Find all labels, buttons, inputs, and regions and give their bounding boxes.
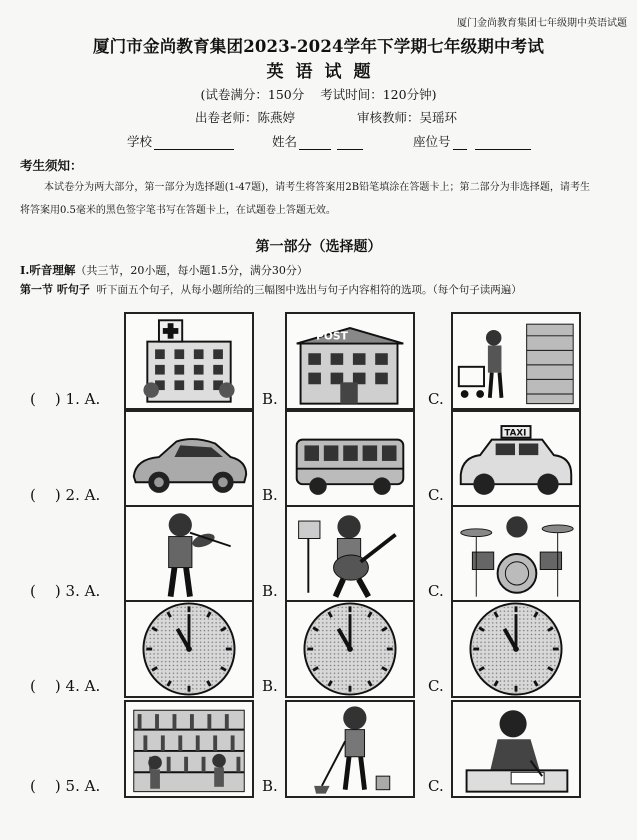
- seat-field[interactable]: [413, 132, 531, 150]
- guitar-player-icon: [285, 505, 415, 603]
- svg-text:POST: POST: [316, 329, 348, 343]
- clock-icon: [124, 600, 254, 698]
- setter-label: 出卷老师：陈燕婷: [195, 110, 296, 125]
- sub-section-heading: [20, 281, 522, 297]
- school-label: 学校: [127, 134, 153, 149]
- school-field[interactable]: [127, 132, 234, 150]
- question-label: ( ) 3. A.: [30, 582, 101, 600]
- clock-icon: [285, 600, 415, 698]
- option-c-label: C.: [428, 677, 444, 695]
- section-heading: [20, 262, 308, 278]
- svg-text:TAXI: TAXI: [504, 428, 527, 439]
- option-c-label: C.: [428, 486, 444, 504]
- exam-time: 考试时间：120分钟): [320, 87, 437, 102]
- section-detail: （共三节，20小题，每小题1.5分，满分30分）: [75, 264, 308, 277]
- shopping-cart-icon: [451, 312, 581, 410]
- sweeping-girl-icon: [285, 700, 415, 798]
- option-b-label: B.: [262, 777, 278, 795]
- seat-label: 座位号: [413, 134, 451, 149]
- option-b-label: B.: [262, 677, 278, 695]
- clock-icon: [451, 600, 581, 698]
- name-field[interactable]: [272, 132, 363, 150]
- hospital-icon: [124, 312, 254, 410]
- notice-text: 本试卷分为两大部分，第一部分为选择题(1-47题)，请考生将答案用2B铅笔填涂在答题卡上；第二部分为非选择题，请考生将答案用0.5毫米的黑色签字笔书写在答题卡上，在试题卷上答题无效。: [20, 182, 590, 216]
- option-b-label: B.: [262, 390, 278, 408]
- option-b-label: B.: [262, 582, 278, 600]
- question-label: ( ) 4. A.: [30, 677, 101, 695]
- reviewer-label: 审核教师：吴瑶环: [357, 110, 458, 125]
- drum-kit-icon: [451, 505, 581, 603]
- section-title: I.听音理解: [20, 263, 76, 277]
- sub-section-detail: 听下面五个句子，从每小题所给的三幅图中选出与句子内容相符的选项。（每个句子读两遍）: [96, 284, 522, 296]
- question-label: ( ) 1. A.: [30, 390, 101, 408]
- part-title: 第一部分（选择题）: [255, 239, 382, 255]
- question-label: ( ) 5. A.: [30, 777, 101, 795]
- option-c-label: C.: [428, 582, 444, 600]
- car-icon: [124, 410, 254, 508]
- full-score: (试卷满分：150分: [200, 87, 305, 102]
- option-c-label: C.: [428, 390, 444, 408]
- writing-girl-icon: [451, 700, 581, 798]
- header-note: 厦门金尚教育集团七年级期中英语试题: [457, 18, 627, 29]
- question-label: ( ) 2. A.: [30, 486, 101, 504]
- exam-info: [0, 85, 637, 103]
- option-c-label: C.: [428, 777, 444, 795]
- violin-player-icon: [124, 505, 254, 603]
- bus-icon: [285, 410, 415, 508]
- post-office-icon: [285, 312, 415, 410]
- option-b-label: B.: [262, 486, 278, 504]
- notice-title: 考生须知：: [20, 158, 83, 173]
- library-icon: [124, 700, 254, 798]
- exam-subject: 英语试题: [266, 62, 383, 82]
- taxi-icon: [451, 410, 581, 508]
- sub-section-title: 第一节 听句子: [20, 283, 90, 296]
- name-label: 姓名: [272, 134, 298, 149]
- exam-title: 厦门市金尚教育集团2023-2024学年下学期七年级期中考试: [92, 37, 545, 56]
